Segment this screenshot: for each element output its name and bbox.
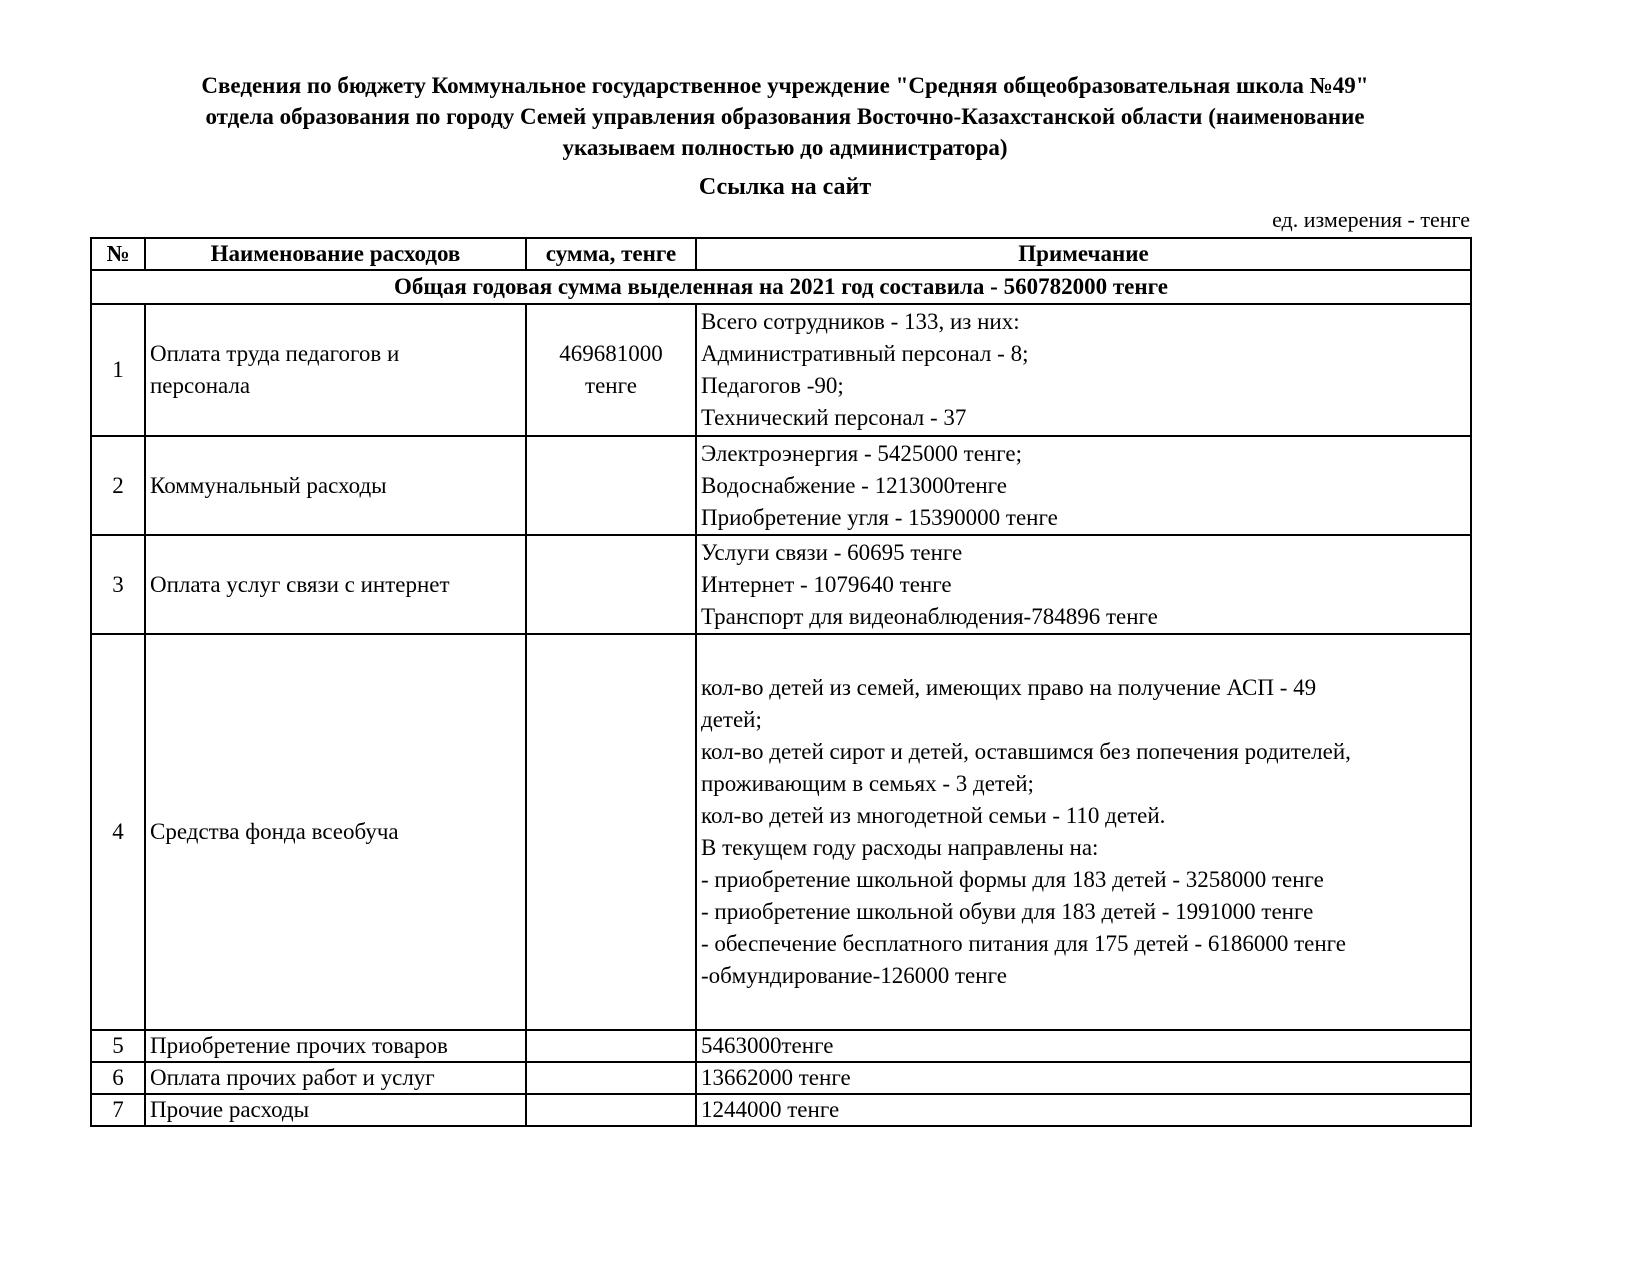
table-row — [91, 535, 1471, 634]
row-number: 7 — [91, 1094, 145, 1126]
website-link-label: Ссылка на сайт — [698, 174, 872, 200]
header-note: Примечание — [696, 238, 1471, 270]
note-cell — [696, 535, 1471, 634]
row-number: 4 — [91, 634, 145, 1030]
expense-name-cell — [145, 1094, 526, 1126]
table-header-row — [91, 238, 1471, 270]
title-line-1: Сведения по бюджету Коммунальное государственное учреждение "Средняя общеобразовательная школа №49" — [201, 73, 1369, 98]
note-line: Интернет - 1079640 тенге — [701, 571, 952, 597]
amount-cell — [526, 436, 696, 535]
expense-name-line: Прочие расходы — [150, 1097, 310, 1122]
row-number: 2 — [91, 436, 145, 535]
note-line: 1244000 тенге — [701, 1097, 840, 1122]
table-row — [91, 1094, 1471, 1126]
row-number: 3 — [91, 535, 145, 634]
note-line: кол-во детей из многодетной семьи - 110 детей. — [701, 803, 1166, 828]
header-num: № — [91, 238, 145, 270]
budget-table — [90, 237, 1472, 1127]
note-line: кол-во детей сирот и детей, оставшимся без попечения родителей, — [701, 739, 1351, 764]
amount-cell — [526, 1094, 696, 1126]
header-sum: сумма, тенге — [526, 238, 696, 270]
amount-cell — [526, 634, 696, 1030]
amount-cell — [526, 535, 696, 634]
note-cell — [696, 634, 1471, 1030]
note-block — [701, 1064, 1466, 1092]
amount-line: 469681000 — [559, 341, 663, 366]
note-line: Педагогов -90; — [701, 373, 844, 398]
note-line: Технический персонал - 37 — [701, 405, 967, 430]
note-cell — [696, 304, 1471, 436]
note-block — [701, 438, 1466, 534]
note-block — [701, 1096, 1466, 1124]
expense-name-cell — [145, 1062, 526, 1094]
note-line: 5463000тенге — [701, 1033, 834, 1058]
note-cell — [696, 1094, 1471, 1126]
expense-name-line: Коммунальный расходы — [150, 472, 387, 498]
expense-name-line: Средства фонда всеобуча — [150, 819, 399, 844]
table-row — [91, 634, 1471, 1030]
expense-name-cell — [145, 634, 526, 1030]
table-row — [91, 1030, 1471, 1062]
note-line: кол-во детей из семей, имеющих право на получение АСП - 49 — [701, 675, 1317, 700]
note-block — [701, 537, 1466, 633]
note-line: Водоснабжение - 1213000тенге — [701, 472, 1007, 498]
note-line: Административный персонал - 8; — [701, 341, 1029, 366]
amount-cell — [526, 1062, 696, 1094]
amount-cell — [526, 304, 696, 436]
title-line-2: отдела образования по городу Семей управления образования Восточно-Казахстанской области (наименование — [205, 104, 1365, 129]
expense-name-cell — [145, 436, 526, 535]
note-line: Электроэнергия - 5425000 тенге; — [701, 440, 1022, 466]
note-block — [701, 650, 1466, 1014]
note-line: Приобретение угля - 15390000 тенге — [701, 504, 1058, 530]
expense-name-line: Приобретение прочих товаров — [150, 1033, 448, 1058]
note-cell — [696, 436, 1471, 535]
note-line: - приобретение школьной обуви для 183 детей - 1991000 тенге — [701, 899, 1314, 924]
note-line: - приобретение школьной формы для 183 детей - 3258000 тенге — [701, 867, 1324, 892]
note-cell — [696, 1030, 1471, 1062]
note-line: 13662000 тенге — [701, 1065, 851, 1090]
table-row — [91, 304, 1471, 436]
amount-cell — [526, 1030, 696, 1062]
expense-name-cell — [145, 1030, 526, 1062]
expense-name-line: Оплата труда педагогов и — [150, 341, 400, 366]
note-line: -обмундирование-126000 тенге — [701, 963, 1007, 988]
note-line: В текущем году расходы направлены на: — [701, 835, 1099, 860]
note-line: проживающим в семьях - 3 детей; — [701, 771, 1034, 796]
table-row — [91, 1062, 1471, 1094]
expense-name-line: Оплата прочих работ и услуг — [150, 1065, 435, 1090]
total-row — [91, 270, 1471, 304]
expense-name-cell — [145, 304, 526, 436]
units-label: ед. измерения - тенге — [1272, 207, 1470, 232]
expense-name-line: персонала — [150, 373, 251, 398]
note-line: Услуги связи - 60695 тенге — [701, 539, 963, 565]
row-number: 1 — [91, 304, 145, 436]
note-block — [701, 306, 1466, 434]
note-cell — [696, 1062, 1471, 1094]
row-number: 5 — [91, 1030, 145, 1062]
total-row-text: Общая годовая сумма выделенная на 2021 год составила - 560782000 тенге — [91, 270, 1471, 304]
document-title — [100, 70, 1470, 163]
note-line: Всего сотрудников - 133, из них: — [701, 309, 1020, 334]
table-row — [91, 436, 1471, 535]
note-block — [701, 1032, 1466, 1060]
note-line: Транспорт для видеонаблюдения-784896 тенге — [701, 603, 1158, 629]
row-number: 6 — [91, 1062, 145, 1094]
expense-name-line: Оплата услуг связи с интернет — [150, 571, 450, 597]
note-line: детей; — [701, 707, 762, 732]
amount-line: тенге — [585, 373, 637, 398]
note-line: - обеспечение бесплатного питания для 175 детей - 6186000 тенге — [701, 931, 1347, 956]
title-line-3: указываем полностью до администратора) — [562, 135, 1008, 160]
header-name: Наименование расходов — [145, 238, 526, 270]
expense-name-cell — [145, 535, 526, 634]
